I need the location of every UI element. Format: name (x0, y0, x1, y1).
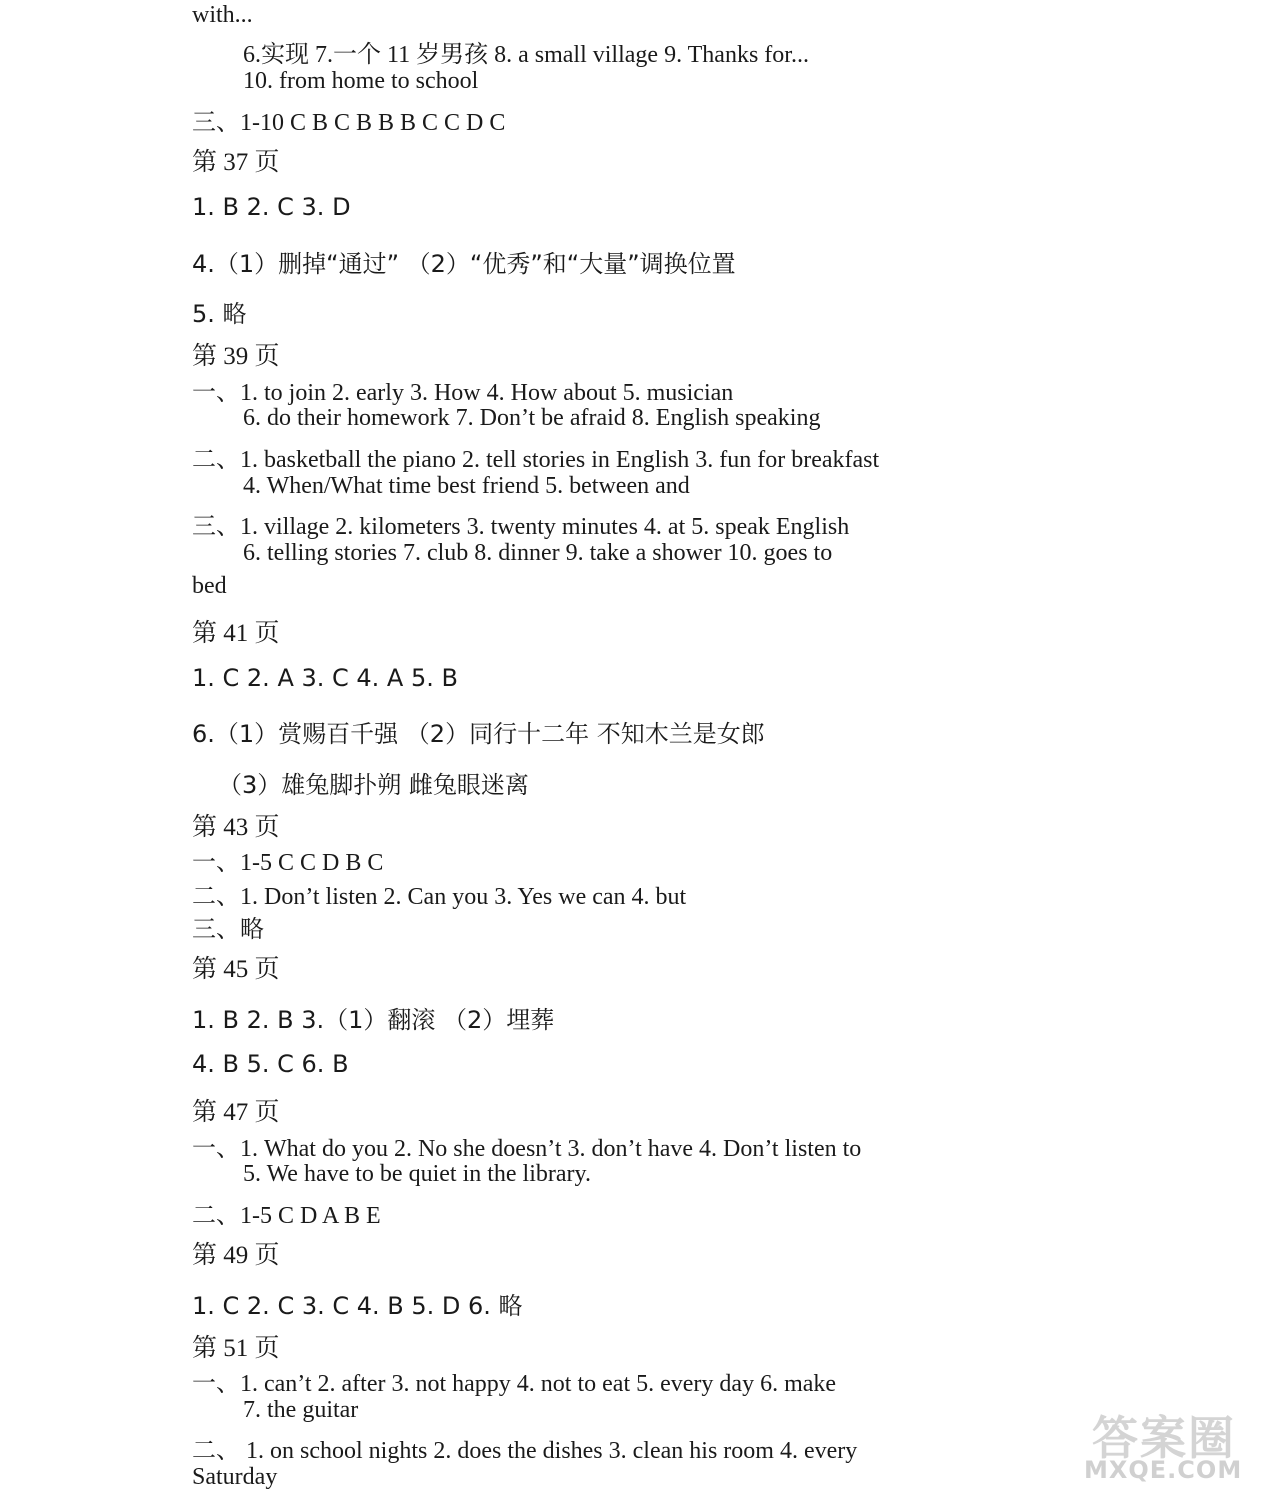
page-heading: 第 45 页 (192, 956, 280, 983)
text-line: 三、略 (192, 917, 264, 943)
text-line: 1. C 2. A 3. C 4. A 5. B (192, 664, 458, 692)
text-line: 5. We have to be quiet in the library. (243, 1161, 591, 1187)
text-line: 1. B 2. C 3. D (192, 193, 351, 221)
page-heading: 第 49 页 (192, 1242, 280, 1269)
watermark-url: MXQE.COM (1084, 1456, 1243, 1484)
text-line: 二、 1. on school nights 2. does the dishes 3. clean his room 4. every (192, 1438, 858, 1464)
text-line: 二、1-5 C D A B E (192, 1203, 381, 1229)
text-line: 二、1. basketball the piano 2. tell stories in English 3. fun for breakfast (192, 447, 880, 473)
text-line: 7. the guitar (243, 1397, 359, 1423)
page-heading: 第 51 页 (192, 1335, 280, 1362)
text-line: bed (192, 573, 227, 599)
page-heading: 第 47 页 (192, 1099, 280, 1126)
text-line: 4. B 5. C 6. B (192, 1050, 349, 1078)
text-line: 6.实现 7.一个 11 岁男孩 8. a small village 9. Thanks for... (243, 42, 809, 68)
text-line: 6. do their homework 7. Don’t be afraid 8. English speaking (243, 405, 821, 431)
text-line: 1. C 2. C 3. C 4. B 5. D 6. 略 (192, 1292, 523, 1320)
watermark (1084, 1402, 1264, 1486)
text-line: 三、1. village 2. kilometers 3. twenty minutes 4. at 5. speak English (192, 514, 850, 540)
text-line: 1. B 2. B 3.（1）翻滚 （2）埋葬 (192, 1006, 555, 1034)
text-line: 三、1-10 C B C B B B C C D C (192, 110, 506, 136)
text-line: 一、1. can’t 2. after 3. not happy 4. not to eat 5. every day 6. make (192, 1371, 837, 1397)
text-line: 一、1. What do you 2. No she doesn’t 3. don’t have 4. Don’t listen to (192, 1136, 862, 1162)
text-line: 一、1-5 C C D B C (192, 850, 384, 876)
text-line: 5. 略 (192, 300, 247, 328)
page-heading: 第 39 页 (192, 343, 280, 370)
watermark-logo: 答案圈 (1092, 1411, 1236, 1465)
text-line: Saturday (192, 1464, 278, 1490)
text-line: 4.（1）删掉“通过” （2）“优秀”和“大量”调换位置 (192, 250, 736, 278)
text-line: （3）雄兔脚扑朔 雌兔眼迷离 (218, 771, 529, 799)
text-line: 10. from home to school (243, 68, 479, 94)
page-heading: 第 41 页 (192, 620, 280, 647)
text-line: 6. telling stories 7. club 8. dinner 9. take a shower 10. goes to (243, 540, 833, 566)
text-line: with... (192, 2, 253, 28)
text-line: 6.（1）赏赐百千强 （2）同行十二年 不知木兰是女郎 (192, 720, 765, 748)
text-line: 4. When/What time best friend 5. between and (243, 473, 690, 499)
text-line: 二、1. Don’t listen 2. Can you 3. Yes we can 4. but (192, 884, 687, 910)
page-heading: 第 43 页 (192, 814, 280, 841)
text-line: 一、1. to join 2. early 3. How 4. How about 5. musician (192, 380, 734, 406)
page-heading: 第 37 页 (192, 149, 280, 176)
